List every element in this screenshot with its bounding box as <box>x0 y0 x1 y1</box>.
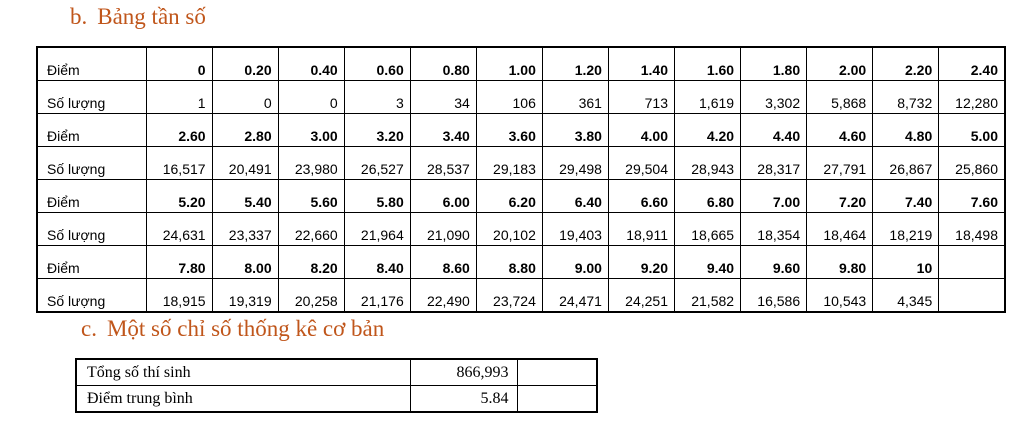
score-cell: 0.40 <box>278 47 344 81</box>
score-cell: 8.40 <box>344 246 410 279</box>
statistics-table <box>75 358 598 413</box>
score-cell: 9.80 <box>807 246 873 279</box>
frequency-table-body <box>37 47 1005 312</box>
score-cell: 6.80 <box>675 180 741 213</box>
frequency-table <box>36 46 1006 313</box>
score-cell: 7.60 <box>939 180 1005 213</box>
score-cell: 2.40 <box>939 47 1005 81</box>
count-cell: 713 <box>608 81 674 114</box>
count-cell: 23,724 <box>476 279 542 313</box>
statistics-table-body <box>76 359 597 412</box>
section-c-letter: c. <box>81 316 97 341</box>
score-cell: 1.40 <box>608 47 674 81</box>
count-row-label: Số lượng <box>37 81 146 114</box>
score-cell: 1.80 <box>741 47 807 81</box>
score-row-label: Điểm <box>37 47 146 81</box>
stat-extra-cell <box>517 359 597 386</box>
count-cell: 16,517 <box>146 147 212 180</box>
count-cell: 16,586 <box>741 279 807 313</box>
count-row <box>37 213 1005 246</box>
score-cell: 8.80 <box>476 246 542 279</box>
count-cell: 28,943 <box>675 147 741 180</box>
count-cell: 18,498 <box>939 213 1005 246</box>
count-cell: 26,867 <box>873 147 939 180</box>
count-cell: 22,660 <box>278 213 344 246</box>
section-b-title: Bảng tần số <box>97 4 206 29</box>
score-cell: 2.20 <box>873 47 939 81</box>
count-cell: 19,403 <box>542 213 608 246</box>
score-cell: 4.60 <box>807 114 873 147</box>
count-cell: 0 <box>278 81 344 114</box>
count-cell: 27,791 <box>807 147 873 180</box>
score-cell: 6.00 <box>410 180 476 213</box>
section-b-heading <box>70 4 206 30</box>
count-cell: 106 <box>476 81 542 114</box>
section-c-heading <box>81 316 384 342</box>
score-cell: 3.80 <box>542 114 608 147</box>
count-cell: 23,980 <box>278 147 344 180</box>
score-cell: 8.00 <box>212 246 278 279</box>
count-cell: 24,471 <box>542 279 608 313</box>
count-cell: 20,258 <box>278 279 344 313</box>
score-cell: 1.00 <box>476 47 542 81</box>
count-cell: 28,537 <box>410 147 476 180</box>
count-row-label: Số lượng <box>37 147 146 180</box>
count-row <box>37 147 1005 180</box>
score-row-label: Điểm <box>37 246 146 279</box>
count-cell: 361 <box>542 81 608 114</box>
count-cell: 28,317 <box>741 147 807 180</box>
score-cell: 7.40 <box>873 180 939 213</box>
score-cell: 4.20 <box>675 114 741 147</box>
score-row-label: Điểm <box>37 180 146 213</box>
statistics-row <box>76 359 597 386</box>
score-cell: 5.60 <box>278 180 344 213</box>
count-cell: 25,860 <box>939 147 1005 180</box>
count-cell: 12,280 <box>939 81 1005 114</box>
count-cell: 29,183 <box>476 147 542 180</box>
count-cell: 29,498 <box>542 147 608 180</box>
count-cell: 18,219 <box>873 213 939 246</box>
score-row <box>37 246 1005 279</box>
count-row-label: Số lượng <box>37 213 146 246</box>
score-cell: 1.60 <box>675 47 741 81</box>
score-cell: 5.80 <box>344 180 410 213</box>
count-cell: 20,491 <box>212 147 278 180</box>
stat-label: Tổng số thí sinh <box>76 359 410 386</box>
count-cell: 1,619 <box>675 81 741 114</box>
count-cell: 3,302 <box>741 81 807 114</box>
score-row-label: Điểm <box>37 114 146 147</box>
stat-value: 5.84 <box>410 386 517 413</box>
stat-label: Điểm trung bình <box>76 386 410 413</box>
score-cell: 3.00 <box>278 114 344 147</box>
count-cell: 18,354 <box>741 213 807 246</box>
score-cell <box>939 246 1005 279</box>
stat-extra-cell <box>517 386 597 413</box>
score-cell: 2.00 <box>807 47 873 81</box>
count-cell: 18,464 <box>807 213 873 246</box>
score-cell: 7.00 <box>741 180 807 213</box>
score-cell: 9.60 <box>741 246 807 279</box>
score-cell: 3.20 <box>344 114 410 147</box>
score-cell: 0.20 <box>212 47 278 81</box>
count-cell: 18,915 <box>146 279 212 313</box>
count-cell: 10,543 <box>807 279 873 313</box>
count-cell: 24,631 <box>146 213 212 246</box>
score-cell: 5.20 <box>146 180 212 213</box>
score-row <box>37 180 1005 213</box>
count-row <box>37 81 1005 114</box>
count-cell: 34 <box>410 81 476 114</box>
statistics-row <box>76 386 597 413</box>
count-cell: 29,504 <box>608 147 674 180</box>
score-cell: 3.60 <box>476 114 542 147</box>
stat-value: 866,993 <box>410 359 517 386</box>
score-cell: 2.60 <box>146 114 212 147</box>
count-cell: 8,732 <box>873 81 939 114</box>
count-cell: 18,665 <box>675 213 741 246</box>
score-cell: 7.80 <box>146 246 212 279</box>
count-cell: 21,964 <box>344 213 410 246</box>
score-cell: 3.40 <box>410 114 476 147</box>
count-cell: 20,102 <box>476 213 542 246</box>
score-cell: 9.20 <box>608 246 674 279</box>
score-cell: 8.60 <box>410 246 476 279</box>
score-cell: 2.80 <box>212 114 278 147</box>
score-row <box>37 47 1005 81</box>
score-cell: 0.80 <box>410 47 476 81</box>
score-cell: 4.40 <box>741 114 807 147</box>
score-row <box>37 114 1005 147</box>
count-cell: 5,868 <box>807 81 873 114</box>
score-cell: 6.40 <box>542 180 608 213</box>
count-cell: 21,582 <box>675 279 741 313</box>
count-cell: 4,345 <box>873 279 939 313</box>
section-b-letter: b. <box>70 4 88 29</box>
score-cell: 5.40 <box>212 180 278 213</box>
count-cell <box>939 279 1005 313</box>
count-cell: 26,527 <box>344 147 410 180</box>
score-cell: 0 <box>146 47 212 81</box>
score-cell: 4.00 <box>608 114 674 147</box>
count-cell: 18,911 <box>608 213 674 246</box>
score-cell: 1.20 <box>542 47 608 81</box>
score-cell: 0.60 <box>344 47 410 81</box>
score-cell: 9.00 <box>542 246 608 279</box>
score-cell: 4.80 <box>873 114 939 147</box>
count-cell: 0 <box>212 81 278 114</box>
count-cell: 21,176 <box>344 279 410 313</box>
count-cell: 23,337 <box>212 213 278 246</box>
score-cell: 9.40 <box>675 246 741 279</box>
score-cell: 5.00 <box>939 114 1005 147</box>
count-row-label: Số lượng <box>37 279 146 313</box>
count-cell: 22,490 <box>410 279 476 313</box>
count-row <box>37 279 1005 313</box>
score-cell: 6.20 <box>476 180 542 213</box>
score-cell: 7.20 <box>807 180 873 213</box>
score-cell: 6.60 <box>608 180 674 213</box>
score-cell: 8.20 <box>278 246 344 279</box>
count-cell: 1 <box>146 81 212 114</box>
count-cell: 21,090 <box>410 213 476 246</box>
count-cell: 24,251 <box>608 279 674 313</box>
score-cell: 10 <box>873 246 939 279</box>
count-cell: 19,319 <box>212 279 278 313</box>
section-c-title: Một số chỉ số thống kê cơ bản <box>106 316 385 341</box>
count-cell: 3 <box>344 81 410 114</box>
